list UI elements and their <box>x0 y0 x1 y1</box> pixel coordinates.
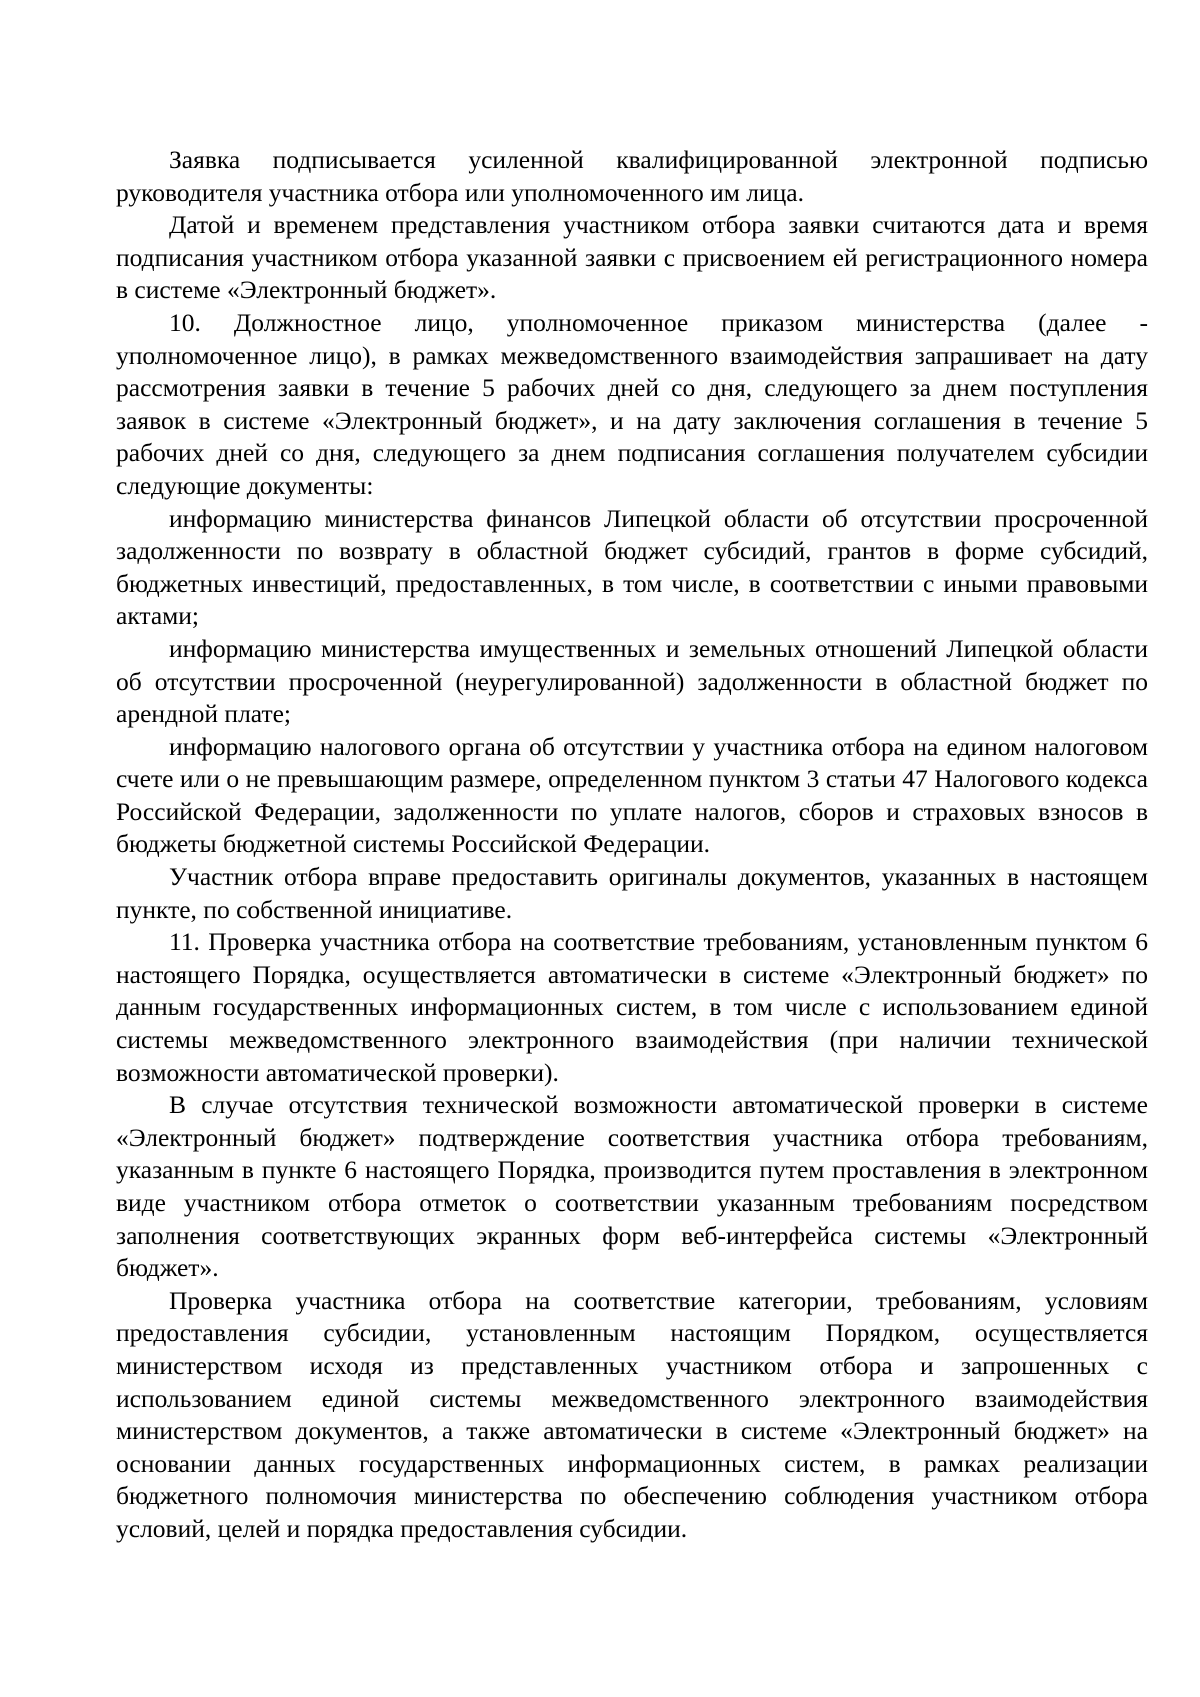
document-page <box>116 144 1148 1546</box>
paragraph-property-ministry-info: информацию министерства имущественных и земельных отношений Липецкой области об отсутствии просроченной (неурегулированной) задолженности в областной бюджет по арендной плате; <box>116 633 1148 729</box>
paragraph-manual-check: В случае отсутствия технической возможности автоматической проверки в системе «Электронный бюджет» подтверждение соответствия участника отбора требованиям, указанным в пункте 6 настоящего Порядка, производится путем проставления в электронном виде участником отбора отметок о соответствии указанным требованиям посредством заполнения соответствующих экранных форм веб-интерфейса системы «Электронный бюджет». <box>116 1090 1148 1283</box>
paragraph-submission-date: Датой и временем представления участником отбора заявки считаются дата и время подписания участником отбора указанной заявки с присвоением ей регистрационного номера в системе «Электронный бюджет». <box>116 210 1148 305</box>
paragraph-finance-ministry-info: информацию министерства финансов Липецкой области об отсутствии просроченной задолженности по возврату в областной бюджет субсидий, грантов в форме субсидий, бюджетных инвестиций, предоставленных, в том числе, в соответствии с иными правовыми актами; <box>116 503 1148 631</box>
paragraph-ministry-check: Проверка участника отбора на соответствие категории, требованиям, условиям предоставления субсидии, установленным настоящим Порядком, осуществляется министерством исходя из представленных участником отбора и запрошенных с использованием единой системы межведомственного электронного взаимодействия министерством документов, а также автоматически в системе «Электронный бюджет» на основании данных государственных информационных систем, в рамках реализации бюджетного полномочия министерства по обеспечению соблюдения участником отбора условий, целей и порядка предоставления субсидии. <box>116 1285 1148 1543</box>
paragraph-item-10: 10. Должностное лицо, уполномоченное приказом министерства (далее - уполномоченное лицо), в рамках межведомственного взаимодействия запрашивает на дату рассмотрения заявки в течение 5 рабочих дней со дня, следующего за днем поступления заявок в системе «Электронный бюджет», и на дату заключения соглашения в течение 5 рабочих дней со дня, следующего за днем подписания соглашения получателем субсидии следующие документы: <box>116 307 1148 500</box>
paragraph-signature: Заявка подписывается усиленной квалифицированной электронной подписью руководителя участника отбора или уполномоченного им лица. <box>116 145 1148 207</box>
paragraph-originals: Участник отбора вправе предоставить оригиналы документов, указанных в настоящем пункте, по собственной инициативе. <box>116 862 1148 924</box>
paragraph-item-11: 11. Проверка участника отбора на соответствие требованиям, установленным пунктом 6 настоящего Порядка, осуществляется автоматически в системе «Электронный бюджет» по данным государственных информационных систем, в том числе с использованием единой системы межведомственного электронного взаимодействия (при наличии технической возможности автоматической проверки). <box>116 927 1148 1087</box>
paragraph-tax-authority-info: информацию налогового органа об отсутствии у участника отбора на едином налоговом счете или о не превышающим размере, определенном пунктом 3 статьи 47 Налогового кодекса Российской Федерации, задолженности по уплате налогов, сборов и страховых взносов в бюджеты бюджетной системы Российской Федерации. <box>116 731 1148 859</box>
